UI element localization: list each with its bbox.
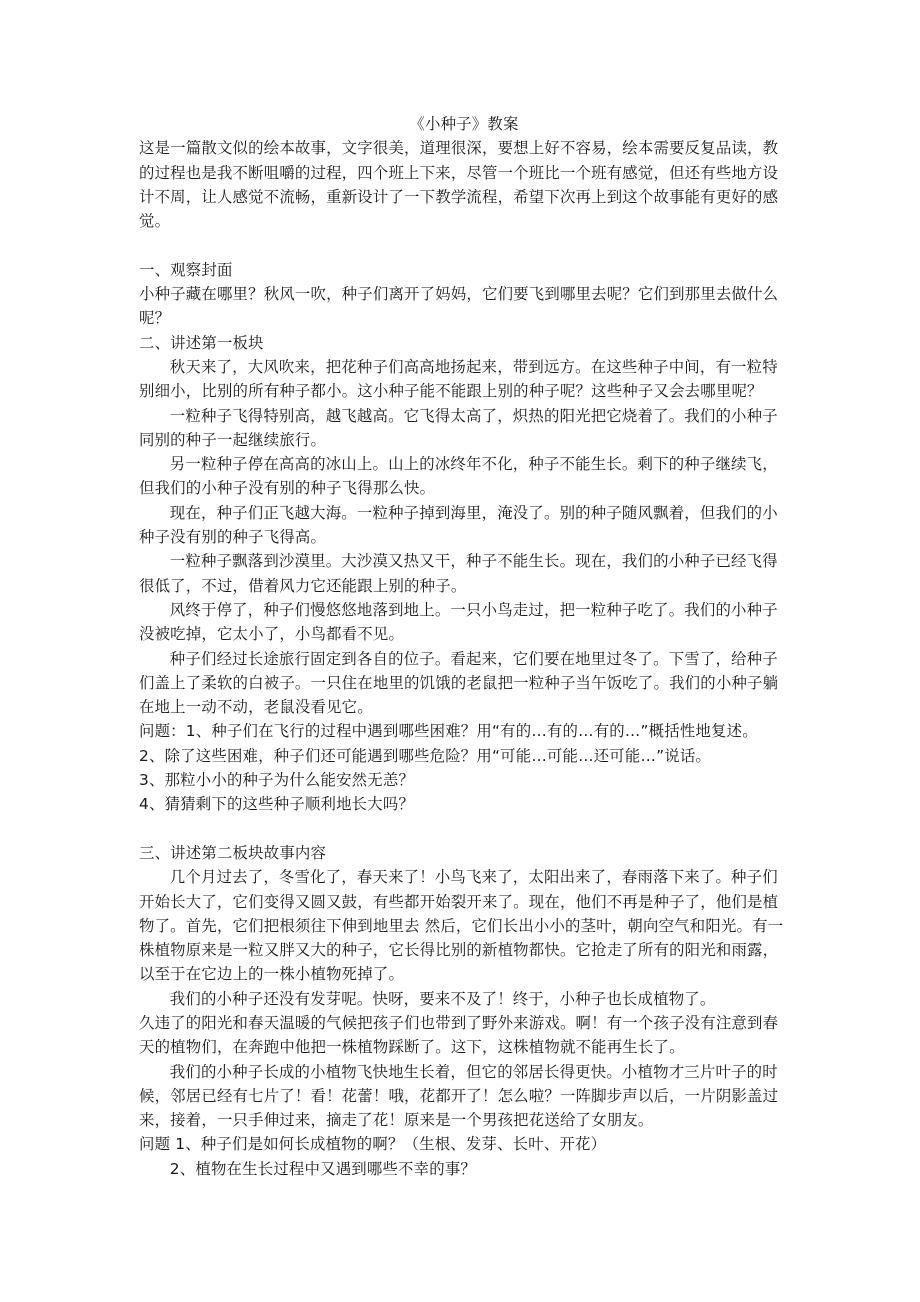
blank-line xyxy=(139,817,789,841)
story-paragraph: 种子们经过长途旅行固定到各自的位子。看起来，它们要在地里过冬了。下雪了，给种子们盖上了柔软的白被子。一只住在地里的饥饿的老鼠把一粒种子当午饭吃了。我们的小种子躺在地上一动不动，老鼠没看见它。 xyxy=(139,649,779,717)
story-paragraph: 久违了的阳光和春天温暖的气候把孩子们也带到了野外来游戏。啊！有一个孩子没有注意到春天的植物们，在奔跑中他把一株植物踩断了。这下，这株植物就不能再生长了。 xyxy=(139,1013,779,1057)
question-item: 2、植物在生长过程中又遇到哪些不幸的事？ xyxy=(169,1159,477,1178)
story-paragraph: 我们的小种子长成的小植物飞快地生长着，但它的邻居长得更快。小植物才三片叶子的时候，邻居已经有七片了！看！花蕾！哦，花都开了！怎么啦？一阵脚步声以后，一片阴影盖过来，接着，一只手伸过来，摘走了花！原来是一个男孩把花送给了女朋友。 xyxy=(139,1062,779,1130)
section-1-heading: 一、观察封面 xyxy=(139,260,233,279)
story-paragraph: 秋天来了，大风吹来，把花种子们高高地扬起来，带到远方。在这些种子中间，有一粒特别细小，比别的所有种子都小。这小种子能不能跟上别的种子呢？这些种子又会去哪里呢？ xyxy=(139,357,778,401)
story-paragraph: 几个月过去了，冬雪化了，春天来了！小鸟飞来了，太阳出来了，春雨落下来了。种子们开始长大了，它们变得又圆又鼓，有些都开始裂开来了。现在，他们不再是种子了，他们是植物了。首先，它们把根须往下伸到地里去 然后，它们长出小小的茎叶，朝向空气和阳光。有一株植物原来是一粒又胖又大的种子，它长得比别的新植物都快。它抢走了所有的阳光和雨露，以至于在它边上的一株小植物死掉了。 xyxy=(139,868,784,984)
question-item: 问题 1、种子们是如何长成植物的啊？（生根、发芽、长叶、开花） xyxy=(139,1135,607,1154)
question-item: 3、那粒小小的种子为什么能安然无恙？ xyxy=(139,771,415,790)
story-paragraph: 一粒种子飘落到沙漠里。大沙漠又热又干，种子不能生长。现在，我们的小种子已经飞得很低了，不过，借着风力它还能跟上别的种子。 xyxy=(139,552,778,595)
story-paragraph: 另一粒种子停在高高的冰山上。山上的冰终年不化，种子不能生长。剩下的种子继续飞，但我们的小种子没有别的种子飞得那么快。 xyxy=(139,455,778,498)
story-paragraph: 现在，种子们正飞越大海。一粒种子掉到海里，淹没了。别的种子随风飘着，但我们的小种子没有别的种子飞得高。 xyxy=(139,503,778,547)
story-paragraph: 风终于停了，种子们慢悠悠地落到地上。一只小鸟走过，把一粒种子吃了。我们的小种子没被吃掉，它太小了，小鸟都看不见。 xyxy=(139,600,778,644)
section-2-heading: 二、讲述第一板块 xyxy=(139,333,264,352)
section-3-heading: 三、讲述第二板块故事内容 xyxy=(139,843,327,862)
blank-line xyxy=(139,233,789,257)
story-paragraph: 我们的小种子还没有发芽呢。快呀，要来不及了！终于，小种子也长成植物了。 xyxy=(169,989,716,1008)
question-item: 2、除了这些困难，种子们还可能遇到哪些危险？用“可能…可能…还可能…”说话。 xyxy=(139,746,712,765)
document-page xyxy=(139,112,789,1181)
intro-paragraph: 这是一篇散文似的绘本故事，文字很美，道理很深，要想上好不容易，绘本需要反复品读，教的过程也是我不断咀嚼的过程，四个班上下来，尽管一个班比一个班有感觉，但还有些地方设计不周，让人感觉不流畅，重新设计了一下教学流程，希望下次再上到这个故事能有更好的感觉。 xyxy=(139,139,779,231)
story-paragraph: 一粒种子飞得特别高，越飞越高。它飞得太高了，炽热的阳光把它烧着了。我们的小种子同别的种子一起继续旅行。 xyxy=(139,406,778,449)
document-title: 《小种子》教案 xyxy=(409,115,519,133)
question-item: 问题：1、种子们在飞行的过程中遇到哪些困难？用“有的…有的…有的…”概括性地复述。 xyxy=(139,722,758,741)
section-1-text: 小种子藏在哪里？秋风一吹，种子们离开了妈妈，它们要飞到哪里去呢？它们到那里去做什么呢？ xyxy=(139,285,779,328)
question-item: 4、猜猜剩下的这些种子顺利地长大吗？ xyxy=(139,795,415,814)
